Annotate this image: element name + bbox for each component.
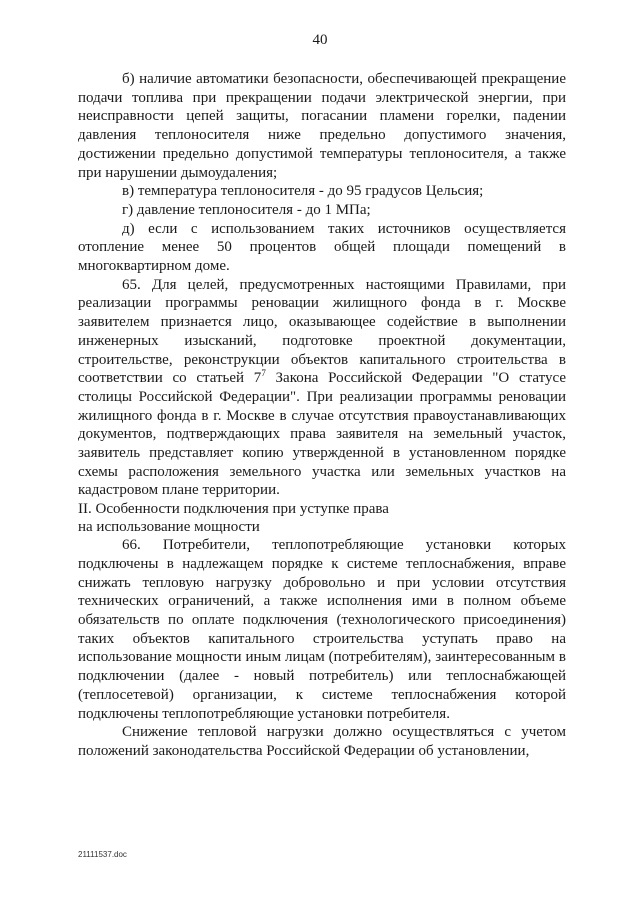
- paragraph-65-text-end: Закона Российской Федерации "О статусе столицы Российской Федерации". При реализации программы реновации жилищного фонда в г. Москве в случае отсутствия правоустанавливающих документов, подтверждающих права заявителя на земельный участок, заявитель представляет копию утвержденной в установленном порядке схемы расположения земельного участка или земельных участков на кадастровом плане территории.: [78, 370, 567, 499]
- section-heading-line-2: на использование мощности: [78, 519, 260, 536]
- document-file-code: 21111537.doc: [78, 850, 127, 859]
- paragraph-item-d: д) если с использованием таких источников осуществляется отопление менее 50 процентов общей площади помещений в многоквартирном доме.: [78, 220, 566, 275]
- section-heading: [78, 500, 566, 536]
- paragraph-66: 66. Потребители, теплопотребляющие установки которых подключены в надлежащем порядке к системе теплоснабжения, вправе снижать тепловую нагрузку добровольно и при условии отсутствия технических ограничений, а также исполнения ими в полном объеме обязательств по оплате подключения (технологического присоединения) таких объектов капитального строительства уступать право на использование мощности иным лицам (потребителям), заинтересованным в подключении (далее - новый потребитель) или теплоснабжающей (теплосетевой) организации, к системе теплоснабжения которой подключены теплопотребляющие установки потребителя.: [78, 537, 566, 722]
- paragraph-item-b: б) наличие автоматики безопасности, обеспечивающей прекращение подачи топлива при прекращении подачи электрической энергии, при неисправности цепей защиты, погасании пламени горелки, падении давления теплоносителя ниже предельно допустимого значения, достижении предельно допустимой температуры теплоносителя, а также при нарушении дымоудаления;: [78, 71, 566, 181]
- paragraph-item-g: г) давление теплоносителя - до 1 МПа;: [122, 201, 371, 218]
- document-body: [78, 70, 566, 761]
- page-number: 40: [312, 32, 328, 48]
- paragraph-load-reduction: Снижение тепловой нагрузки должно осуществляться с учетом положений законодательства Российской Федерации об установлении,: [78, 724, 566, 759]
- article-superscript: 7: [261, 368, 266, 379]
- paragraph-65-text-start: 65. Для целей, предусмотренных настоящими Правилами, при реализации программы реновации жилищного фонда в г. Москве заявителем признается лицо, оказывающее содействие в выполнении инженерных изысканий, подготовке проектной документации, строительстве, реконструкции объектов капитального строительства в соответствии со статьей 7: [78, 276, 566, 387]
- paragraph-65: [78, 276, 566, 500]
- paragraph-item-v: в) температура теплоносителя - до 95 градусов Цельсия;: [122, 183, 484, 200]
- section-heading-line-1: II. Особенности подключения при уступке права: [78, 501, 389, 518]
